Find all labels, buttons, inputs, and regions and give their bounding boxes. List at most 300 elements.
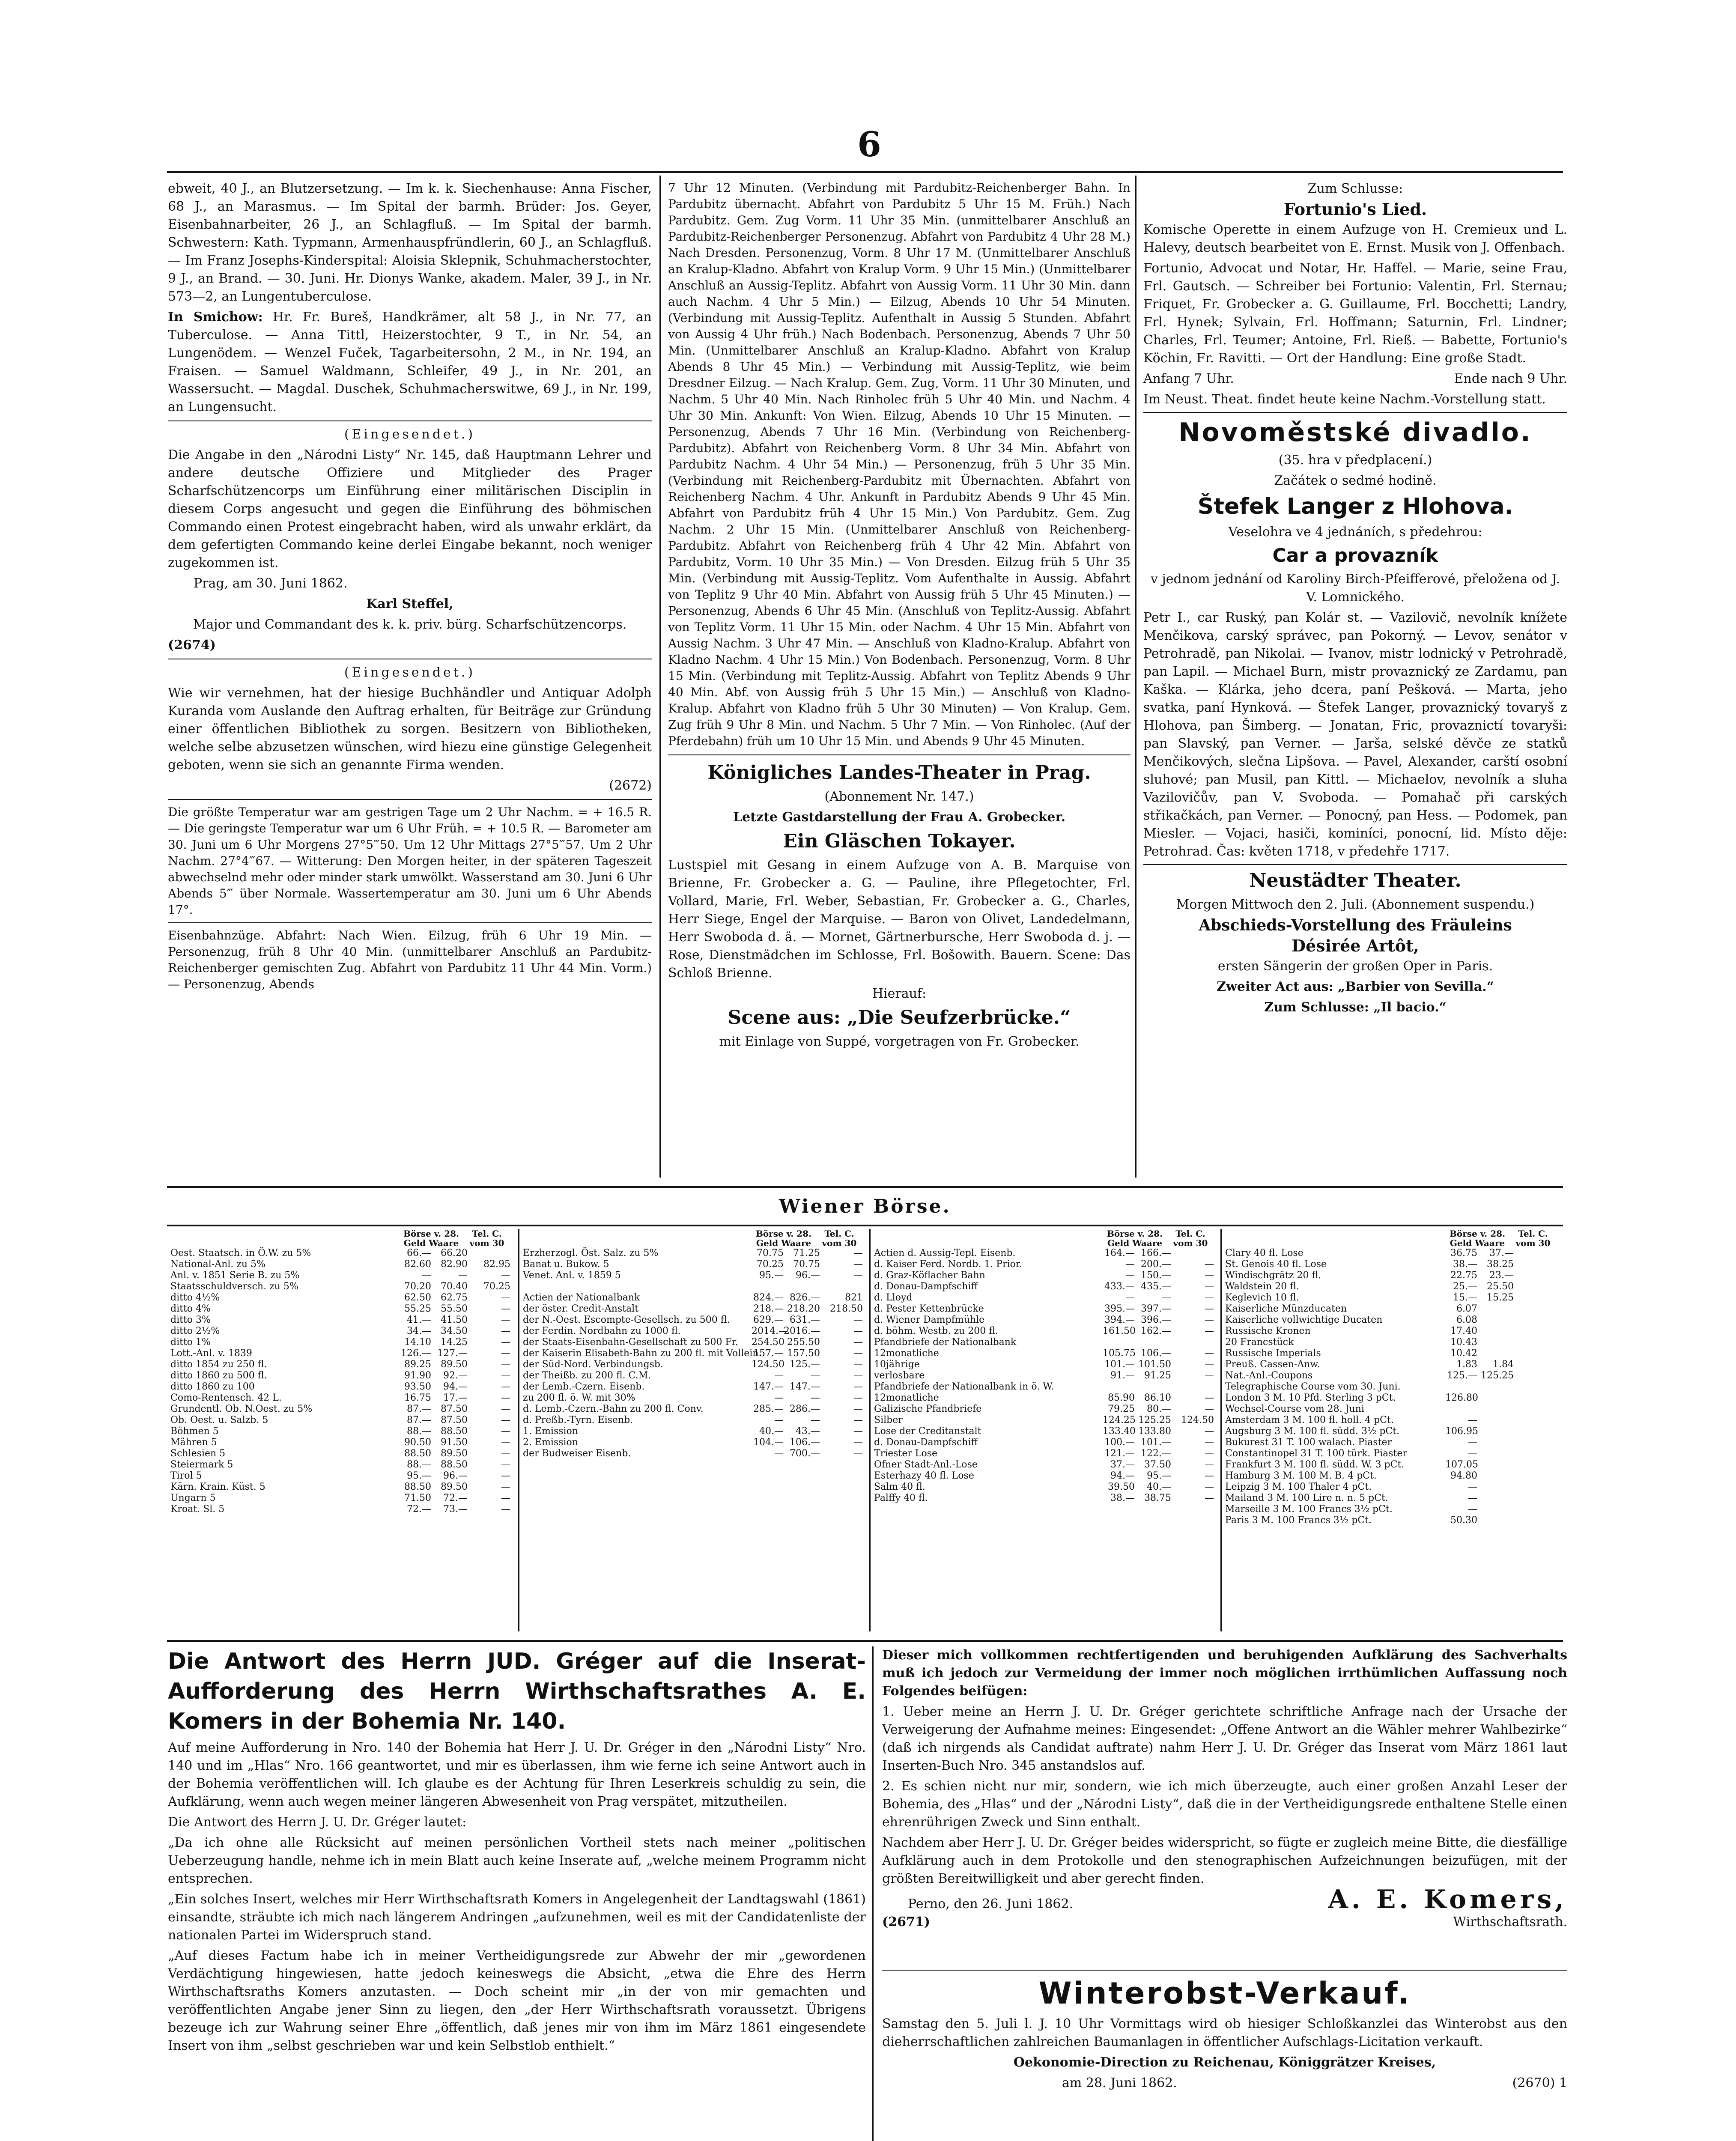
boerse-row-label: der Theißb. zu 200 fl. C.M. — [523, 1370, 651, 1381]
landes-theater-abonnement: (Abonnement Nr. 147.) — [824, 789, 974, 804]
boerse-row-geld: 87.— — [407, 1415, 431, 1425]
boerse-row-label: Augsburg 3 M. 100 fl. südd. 3½ pCt. — [1225, 1426, 1400, 1437]
boerse-row — [523, 1248, 866, 1259]
boerse-row-waare — [1477, 1337, 1514, 1348]
boerse-row-geld: 70.75 — [757, 1248, 784, 1258]
boerse-row-geld: 1.83 — [1456, 1359, 1477, 1370]
column-2 — [668, 180, 1130, 1178]
boerse-row-label: Ofner Stadt-Anl.-Lose — [874, 1459, 978, 1470]
boerse-row-waare — [1477, 1470, 1514, 1482]
boerse-row-label: der N.-Oest. Escompte-Gesellsch. zu 500 fl. — [523, 1315, 730, 1325]
boerse-row-waare: 147.— — [790, 1381, 820, 1392]
boerse-row — [874, 1426, 1217, 1437]
boerse-row-label: d. Lemb.-Czern.-Bahn zu 200 fl. Conv. — [523, 1404, 704, 1414]
header-rule — [167, 171, 1563, 173]
stefek-subtitle: Veselohra ve 4 jednáních, s předehrou: — [1228, 525, 1482, 540]
boerse-row-label: Venet. Anl. v. 1859 5 — [523, 1270, 621, 1281]
boerse-row-waare: — — [811, 1393, 820, 1403]
boerse-row-waare: 37.50 — [1144, 1459, 1171, 1470]
boerse-row — [1225, 1426, 1560, 1437]
boerse-row-label: d. Donau-Dampfschiff — [874, 1437, 978, 1448]
boerse-row-geld: 125.— — [1447, 1370, 1477, 1381]
boerse-row-geld: — — [1468, 1504, 1477, 1515]
boerse-row-waare: 82.90 — [441, 1259, 468, 1270]
boerse-row-geld: 94.80 — [1450, 1470, 1477, 1481]
boerse-row-geld: 105.75 — [1103, 1348, 1136, 1359]
boerse-row-waare: 125.25 — [1481, 1370, 1514, 1381]
boerse-row-tel: — — [501, 1493, 510, 1503]
boerse-row-tel: — — [853, 1370, 863, 1381]
artot-subtitle: ersten Sängerin der großen Oper in Paris. — [1217, 959, 1493, 974]
boerse-row-waare — [784, 1281, 820, 1292]
boerse-row — [170, 1270, 515, 1281]
boerse-row-tel: — — [501, 1470, 510, 1481]
boerse-row-tel — [1514, 1504, 1557, 1515]
boerse-row-tel — [1514, 1415, 1557, 1426]
boerse-row-tel — [1514, 1303, 1557, 1315]
boerse-row-label: Lose der Creditanstalt — [874, 1426, 981, 1437]
boerse-row-waare — [1477, 1493, 1514, 1504]
boerse-row — [170, 1348, 515, 1359]
boerse-row-geld: 161.50 — [1103, 1326, 1136, 1336]
boerse-row-geld: — — [1125, 1270, 1135, 1281]
boerse-row-label: ditto 1860 zu 500 fl. — [170, 1370, 267, 1381]
boerse-row-waare: 87.50 — [441, 1404, 468, 1414]
boerse-row — [523, 1437, 866, 1448]
boerse-row-waare — [1477, 1426, 1514, 1437]
boerse-row-tel: — — [853, 1448, 863, 1459]
boerse-row-label: ditto 3% — [170, 1315, 211, 1325]
boerse-row-tel: — — [501, 1370, 510, 1381]
boerse-row — [874, 1393, 1217, 1404]
boerse-row — [874, 1448, 1217, 1459]
boerse-row — [1225, 1504, 1560, 1515]
boerse-row-tel: — — [501, 1292, 510, 1303]
boerse-row-geld: 89.25 — [404, 1359, 431, 1370]
boerse-row-tel: — — [1205, 1448, 1214, 1459]
boerse-row-waare: 23.— — [1489, 1270, 1514, 1281]
boerse-row-geld: 38.— — [1110, 1493, 1135, 1503]
winterobst-date: am 28. Juni 1862. — [1062, 2075, 1177, 2090]
winterobst-signature: Oekonomie-Direction zu Reichenau, Königgrätzer Kreises, — [1013, 2055, 1436, 2070]
boerse-block — [869, 1229, 1220, 1631]
car-title: Car a provazník — [1272, 545, 1438, 567]
fortunio-end: Ende nach 9 Uhr. — [1454, 371, 1567, 386]
boerse-row — [1225, 1415, 1560, 1426]
boerse-row-waare: 43.— — [796, 1426, 820, 1437]
boerse-row-label: Preuß. Cassen-Anw. — [1225, 1359, 1320, 1370]
boerse-row-geld: 10.42 — [1450, 1348, 1477, 1359]
boerse-row-label: Bukurest 31 T. 100 walach. Piaster — [1225, 1437, 1392, 1448]
boerse-row — [523, 1448, 866, 1459]
boerse-row-label: verlosbare — [874, 1370, 925, 1381]
boerse-header-tel: Tel. C. vom 30 — [822, 1229, 857, 1248]
boerse-row-label: Actien der Nationalbank — [523, 1292, 640, 1303]
novomestske-cast: Petr I., car Ruský, pan Kolár st. — Vazilovič, nevolník knížete Menčikova, carský správec, pan Pokorný. — Levov, senátor v Petrohradě, pan Nikolai. — Ivanov, mistr lodnický v Petrohradě, pan Lapil. — Michael Burn, mistr provaznický ze Zardamu, pan Kaška. — Klárka, jeho dcera, paní Pešková. — Marta, jeho svatka, paní Hynková. — Štefek Langer, provaznický tovaryš z Hlohova, pan Šimberg. — Jonatan, Fric, provaznictí tovaryši: pan Slavský, pan Verner. — Jarša, selské děvče ze statků Menčikových, slečna Lipšova. — Pavel, Alexander, carští osobní sluhové; pan Musil, pan Kittl. — Michaelov, nevolník a sluha Vazilovičův, pan V. Svoboda. — Pomahač při carských střikačkách, pan Verner. — Ponocný, pan Hess. — Podomek, pan Miesler. — Vojaci, hasiči, kominíci, ponocní, lid. Místo děje: Petrohrad. Čas: květen 1718, v předehře 1717. — [1143, 610, 1567, 859]
boerse-row-geld: 88.50 — [404, 1482, 431, 1492]
boerse-row-waare: 125.— — [790, 1359, 820, 1370]
boerse-row-label: National-Anl. zu 5% — [170, 1259, 265, 1270]
boerse-row-waare: 435.— — [1141, 1281, 1171, 1292]
landes-theater-hierauf: Hierauf: — [872, 986, 927, 1001]
boerse-row-tel: 70.25 — [483, 1281, 510, 1292]
boerse-row-label: der öster. Credit-Anstalt — [523, 1303, 639, 1314]
boerse-row-tel — [1514, 1370, 1557, 1381]
boerse-row-label: Pfandbriefe der Nationalbank — [874, 1337, 1017, 1348]
boerse-row-waare: 101.— — [1141, 1437, 1171, 1448]
antwort-signature-title: Wirthschaftsrath. — [1453, 1914, 1567, 1929]
antwort-paragraph-5: „Auf dieses Factum habe ich in meiner Vertheidigungsrede zur Abwehr der mir „gewordenen Verdächtigung hingewiesen, hatte jedoch keineswegs die Absicht, „etwa die Ehre des Herrn Wirthschaftsraths Komers anzutasten. — Doch scheint mir „in der von mir gemachten und veröffentlichten Angabe jener Sinn zu liegen, den „der Herr Wirthschaftsrath voraussetzt. Übrigens bezeuge ich zur Wahrung seiner Ehre „öffentlich, daß jenes mir von ihm im März 1861 eingesendete Insert von ihm „selbst geschrieben war und kein Selbstlob enthielt.“ — [168, 1948, 866, 2053]
boerse-row-waare — [1477, 1326, 1514, 1337]
boerse-row-waare: 62.75 — [441, 1292, 468, 1303]
boerse-row — [1225, 1315, 1560, 1326]
boerse-row-tel: — — [1205, 1404, 1214, 1414]
neustadter-theater-title: Neustädter Theater. — [1249, 870, 1462, 892]
boerse-row-geld: 72.— — [407, 1504, 431, 1515]
boerse-row — [170, 1326, 515, 1337]
antwort-right-point-3: Nachdem aber Herr J. U. Dr. Gréger beides widerspricht, so fügte er zugleich meine Bitte, die diesfällige Aufklärung auch in dem Protokolle und den stenographischen Aufzeichnungen beizufügen, mit der größten Bereitwilligkeit und aber gerecht finden. — [882, 1835, 1567, 1886]
boerse-row-label: Como-Rentensch. 42 L. — [170, 1393, 282, 1403]
boerse-row-tel: — — [1205, 1259, 1214, 1270]
neustadter-theater-date: Morgen Mittwoch den 2. Juli. (Abonnement suspendu.) — [1176, 897, 1535, 912]
boerse-row-label: der Budweiser Eisenb. — [523, 1448, 631, 1459]
boerse-row-label: der Süd-Nord. Verbindungsb. — [523, 1359, 664, 1370]
boerse-row-label: Böhmen 5 — [170, 1426, 219, 1437]
boerse-row-geld: 121.— — [1104, 1448, 1135, 1459]
boerse-row — [874, 1248, 1217, 1259]
landes-theater-scene: Scene aus: „Die Seufzerbrücke.“ — [728, 1007, 1071, 1029]
boerse-row-tel: — — [501, 1359, 510, 1370]
boerse-row-waare: 91.25 — [1144, 1370, 1171, 1381]
boerse-row — [170, 1459, 515, 1470]
artot-name: Désirée Artôt, — [1292, 936, 1419, 955]
boerse-row — [170, 1303, 515, 1315]
boerse-row — [523, 1359, 866, 1370]
boerse-row — [1225, 1448, 1560, 1459]
boerse-row-label: d. Pester Kettenbrücke — [874, 1303, 984, 1314]
boerse-title: Wiener Börse. — [779, 1196, 951, 1217]
boerse-row-tel — [1514, 1259, 1557, 1270]
winterobst-rule — [882, 1970, 1567, 1971]
antwort-divider — [872, 1646, 874, 2141]
zweiter-act: Zweiter Act aus: „Barbier von Sevilla.“ — [1217, 979, 1494, 994]
boerse-row-label: der Lemb.-Czern. Eisenb. — [523, 1381, 645, 1392]
boerse-row-label: Silber — [874, 1415, 903, 1425]
boerse-row-geld: 6.07 — [1456, 1303, 1477, 1314]
boerse-row-label: Schlesien 5 — [170, 1448, 226, 1459]
boerse-row-tel — [820, 1281, 863, 1292]
antwort-paragraph-3: „Da ich ohne alle Rücksicht auf meinen persönlichen Vortheil stets nach meiner „politischen Ueberzeugung handle, nehme ich in mein Blatt auch keine Inserate auf, „welche meinem Programm nicht entsprechen. — [168, 1835, 866, 1886]
boerse-row-label: Mähren 5 — [170, 1437, 217, 1448]
boerse-row-tel: — — [501, 1337, 510, 1348]
antwort-right-point-2: 2. Es schien nicht nur mir, sondern, wie ich mich überzeugte, auch einer großen Anzahl Leser der Bohemia, des „Hlas“ und der „Národni Listy“, daß die in der Vertheidigungsrede enthaltene Stelle einen ehrenrührigen Zweck und Sinn enthalt. — [882, 1779, 1567, 1830]
boerse-row — [1225, 1381, 1560, 1393]
boerse-table — [167, 1229, 1563, 1631]
boerse-header-tel: Tel. C. vom 30 — [1173, 1229, 1208, 1248]
boerse-row-geld: — — [1468, 1415, 1477, 1425]
boerse-row-geld — [752, 1281, 784, 1292]
boerse-row — [523, 1259, 866, 1270]
boerse-row-tel: — — [501, 1404, 510, 1414]
boerse-row — [874, 1459, 1217, 1470]
boerse-row-waare — [1477, 1404, 1514, 1415]
boerse-row-waare: 92.— — [443, 1370, 468, 1381]
boerse-row-geld: 91.— — [1110, 1370, 1135, 1381]
eingesendet-heading-1: (Eingesendet.) — [344, 427, 476, 442]
boerse-row — [523, 1381, 866, 1393]
boerse-row-tel — [1514, 1459, 1557, 1470]
boerse-row-tel: 821 — [845, 1292, 863, 1303]
boerse-row-waare: 89.50 — [441, 1359, 468, 1370]
boerse-row-geld: — — [422, 1270, 431, 1281]
boerse-row-waare — [1135, 1381, 1171, 1393]
boerse-row-geld: 71.50 — [404, 1493, 431, 1503]
boerse-row-waare — [1477, 1482, 1514, 1493]
boerse-row-label: der Kaiserin Elisabeth-Bahn zu 200 fl. mit Vollein. — [523, 1348, 762, 1359]
boerse-row-waare: 41.50 — [441, 1315, 468, 1325]
boerse-row-geld — [1103, 1381, 1135, 1393]
boerse-row — [874, 1493, 1217, 1504]
boerse-row-tel: 124.50 — [1181, 1415, 1214, 1425]
boerse-row-geld: 107.05 — [1445, 1459, 1478, 1470]
boerse-row-label: Palffy 40 fl. — [874, 1493, 928, 1503]
boerse-row-tel: — — [853, 1337, 863, 1348]
boerse-row — [170, 1381, 515, 1393]
boerse-row-tel: — — [853, 1415, 863, 1425]
boerse-row-waare: 200.— — [1141, 1259, 1171, 1270]
boerse-row-waare — [1477, 1448, 1514, 1459]
boerse-row-waare: 37.— — [1489, 1248, 1514, 1258]
boerse-row-geld: 100.— — [1104, 1437, 1135, 1448]
boerse-row-tel: 218.50 — [830, 1303, 863, 1314]
boerse-row-tel — [1514, 1359, 1557, 1370]
boerse-row — [170, 1470, 515, 1482]
boerse-row-waare: 133.80 — [1138, 1426, 1171, 1437]
boerse-row-geld: 95.— — [407, 1470, 431, 1481]
boerse-row-tel: — — [501, 1326, 510, 1336]
boerse-row-tel — [1514, 1393, 1557, 1404]
boerse-row — [170, 1415, 515, 1426]
boerse-row-label: Oest. Staatsch. in Ö.W. zu 5% — [170, 1248, 311, 1258]
boerse-row-waare: 89.50 — [441, 1448, 468, 1459]
boerse-row-geld: — — [1125, 1292, 1135, 1303]
boerse-row-geld: 824.— — [753, 1292, 784, 1303]
antwort-paragraph-2: Die Antwort des Herrn J. U. Dr. Gréger lautet: — [168, 1815, 467, 1830]
boerse-row — [523, 1426, 866, 1437]
abschied-vorstellung: Abschieds-Vorstellung des Fräuleins — [1199, 916, 1512, 934]
boerse-row-tel: — — [1205, 1437, 1214, 1448]
boerse-row-geld: 93.50 — [404, 1381, 431, 1392]
boerse-row-tel: — — [1205, 1359, 1214, 1370]
boerse-row-tel — [1514, 1515, 1557, 1526]
boerse-row-geld: 394.— — [1104, 1315, 1135, 1325]
boerse-row-geld: 17.40 — [1450, 1326, 1477, 1336]
boerse-row-waare: 286.— — [790, 1404, 820, 1414]
boerse-row — [523, 1370, 866, 1381]
smichow-notices: Hr. Fr. Bureš, Handkrämer, alt 58 J., in Nr. 77, an Tuberculose. — Anna Tittl, Heizerstochter, 9 T., in Nr. 54, an Lungenödem. — Wenzel Fuček, Tagarbeitersohn, 2 M., in Nr. 194, an Fraisen. — Samuel Waldmann, Schleifer, 49 J., in Nr. 201, an Wassersucht. — Magdal. Duschek, Schuhmacherswitwe, 69 J., in Nr. 199, an Lungensucht. — [168, 310, 652, 414]
boerse-row-geld: 88.50 — [404, 1448, 431, 1459]
boerse-row — [1225, 1292, 1560, 1303]
boerse-row — [523, 1292, 866, 1303]
boerse-row-waare: 2016.— — [784, 1326, 820, 1336]
boerse-row-geld: 36.75 — [1450, 1248, 1477, 1258]
boerse-block — [518, 1229, 869, 1631]
boerse-row — [874, 1292, 1217, 1303]
boerse-row-label: d. böhm. Westb. zu 200 fl. — [874, 1326, 998, 1336]
boerse-row-tel — [1514, 1493, 1557, 1504]
boerse-row — [170, 1393, 515, 1404]
boerse-row-waare: 94.— — [443, 1381, 468, 1392]
boerse-row-geld: — — [1468, 1437, 1477, 1448]
boerse-row — [1225, 1348, 1560, 1359]
boerse-row-waare: 15.25 — [1487, 1292, 1514, 1303]
boerse-row-tel — [1514, 1315, 1557, 1326]
boerse-row — [1225, 1393, 1560, 1404]
boerse-row — [523, 1404, 866, 1415]
boerse-title-rule — [167, 1225, 1563, 1226]
boerse-row-geld: 10.43 — [1450, 1337, 1477, 1348]
boerse-row-tel: — — [501, 1459, 510, 1470]
boerse-row-geld: 164.— — [1104, 1248, 1135, 1258]
boerse-row-geld: 395.— — [1104, 1303, 1135, 1314]
boerse-row-tel: — — [853, 1259, 863, 1270]
boerse-row-waare: 73.— — [443, 1504, 468, 1515]
boerse-row — [1225, 1493, 1560, 1504]
antwort-right-point-1: 1. Ueber meine an Herrn J. U. Dr. Gréger gerichtete schriftliche Anfrage nach der Ursache der Verweigerung der Aufnahme meines: Eingesendet: „Offene Antwort an die Wähler mehrer Wahlbezirke“ (daß ich nirgends als Candidat auftrate) nahm Herr J. U. Dr. Gréger das Inserat vom März 1861 laut Inserten-Buch Nro. 345 anstandslos auf. — [882, 1704, 1567, 1773]
antwort-signature: A. E. Komers, — [1328, 1885, 1567, 1914]
boerse-row — [874, 1315, 1217, 1326]
boerse-row — [170, 1504, 515, 1515]
boerse-row-label: Banat u. Bukow. 5 — [523, 1259, 609, 1270]
boerse-row-label: Ob. Oest. u. Salzb. 5 — [170, 1415, 268, 1425]
boerse-row-geld — [1103, 1337, 1135, 1348]
boerse-row-label: ditto 2½% — [170, 1326, 220, 1336]
boerse-row-label: Salm 40 fl. — [874, 1482, 925, 1492]
boerse-row-tel: — — [1205, 1393, 1214, 1403]
boerse-row-geld: 14.10 — [404, 1337, 431, 1348]
boerse-row-label: ditto 4½% — [170, 1292, 220, 1303]
boerse-row-waare — [1477, 1504, 1514, 1515]
boerse-row-tel: — — [853, 1426, 863, 1437]
boerse-row — [874, 1437, 1217, 1448]
boerse-row-geld: — — [774, 1448, 784, 1459]
boerse-row-waare — [1477, 1459, 1514, 1470]
boerse-row-geld: 16.75 — [404, 1393, 431, 1403]
notice-number-2670: (2670) 1 — [1512, 2075, 1567, 2090]
boerse-row-waare: 72.— — [443, 1493, 468, 1503]
boerse-row — [523, 1393, 866, 1404]
boerse-row-waare — [1477, 1393, 1514, 1404]
column-divider-2 — [1135, 176, 1136, 1178]
boerse-row-geld: 85.90 — [1108, 1393, 1135, 1403]
boerse-header-geld-waare: Börse v. 28. Geld Waare — [755, 1229, 812, 1248]
boerse-row-tel — [468, 1248, 510, 1259]
boerse-row-label: Waldstein 20 fl. — [1225, 1281, 1299, 1292]
boerse-row — [523, 1326, 866, 1337]
boerse-row-label: 2. Emission — [523, 1437, 578, 1448]
boerse-row-label: London 3 M. 10 Pfd. Sterling 3 pCt. — [1225, 1393, 1396, 1403]
boerse-row-label: Grundentl. Ob. N.Oest. zu 5% — [170, 1404, 313, 1414]
boerse-row-label: d. Graz-Köflacher Bahn — [874, 1270, 985, 1281]
boerse-row-geld: 50.30 — [1450, 1515, 1477, 1526]
boerse-row-waare — [1477, 1315, 1514, 1326]
boerse-row — [523, 1315, 866, 1326]
boerse-row — [170, 1482, 515, 1493]
boerse-block-header — [523, 1229, 866, 1248]
boerse-row-waare: 101.50 — [1138, 1359, 1171, 1370]
boerse-row-waare: — — [458, 1270, 468, 1281]
eingesendet-signature-1: Karl Steffel, — [366, 596, 453, 611]
boerse-row-label: Hamburg 3 M. 100 M. B. 4 pCt. — [1225, 1470, 1377, 1481]
boerse-row-label: Kaiserliche vollwichtige Ducaten — [1225, 1315, 1383, 1325]
boerse-row — [523, 1337, 866, 1348]
boerse-row-tel: — — [1205, 1426, 1214, 1437]
boerse-row-tel: — — [1205, 1270, 1214, 1281]
boerse-row — [170, 1437, 515, 1448]
boerse-row-label: 10jährige — [874, 1359, 920, 1370]
boerse-row-tel: — — [853, 1359, 863, 1370]
boerse-row — [1225, 1281, 1560, 1292]
boerse-row-tel — [1514, 1470, 1557, 1482]
boerse-row-tel: — — [501, 1426, 510, 1437]
boerse-row — [170, 1493, 515, 1504]
boerse-row-label: 20 Francstück — [1225, 1337, 1294, 1348]
boerse-row-label: Wechsel-Course vom 28. Juni — [1225, 1404, 1364, 1414]
boerse-row-label: Mailand 3 M. 100 Lire n. n. 5 pCt. — [1225, 1493, 1388, 1503]
boerse-row — [874, 1326, 1217, 1337]
boerse-row-label: Kärn. Krain. Küst. 5 — [170, 1482, 265, 1492]
boerse-row-geld: — — [1468, 1448, 1477, 1459]
boerse-row — [170, 1448, 515, 1459]
boerse-row-label: ditto 1854 zu 250 fl. — [170, 1359, 267, 1370]
boerse-row — [1225, 1248, 1560, 1259]
boerse-row — [170, 1337, 515, 1348]
boerse-row-waare: 38.75 — [1144, 1493, 1171, 1503]
antwort-paragraph-4: „Ein solches Insert, welches mir Herr Wirthschaftsrath Komers in Angelegenheit der Landtagswahl (1861) einsandte, sträubte ich mich nach längerem Andringen „aufzunehmen, weil es mit der Candidatenliste der nationalen Partei im Widerspruch stand. — [168, 1892, 866, 1943]
boerse-row-tel — [1514, 1326, 1557, 1337]
boerse-row-waare: 122.— — [1141, 1448, 1171, 1459]
boerse-row — [170, 1315, 515, 1326]
boerse-row-label: ditto 1% — [170, 1337, 211, 1348]
boerse-row-geld: 62.50 — [404, 1292, 431, 1303]
boerse-block-header — [170, 1229, 515, 1248]
boerse-row-waare: 1.84 — [1493, 1359, 1514, 1370]
boerse-row-waare: 631.— — [790, 1315, 820, 1325]
boerse-row-waare: 80.— — [1147, 1404, 1171, 1414]
boerse-row-label: Keglevich 10 fl. — [1225, 1292, 1299, 1303]
boerse-row-geld: 285.— — [753, 1404, 784, 1414]
boerse-block — [167, 1229, 518, 1631]
boerse-row-tel: — — [853, 1248, 863, 1258]
car-description: v jednom jednání od Karoliny Birch-Pfeifferové, přeložena od J. V. Lomnického. — [1151, 572, 1560, 605]
eingesendet-date-1: Prag, am 30. Juni 1862. — [194, 576, 348, 591]
boerse-row-waare: 89.50 — [441, 1482, 468, 1492]
boerse-row-waare: 25.50 — [1487, 1281, 1514, 1292]
boerse-row-geld: 88.— — [407, 1426, 431, 1437]
boerse-row-tel — [1514, 1404, 1557, 1415]
boerse-row-waare: 87.50 — [441, 1415, 468, 1425]
boerse-row — [874, 1303, 1217, 1315]
boerse-row-tel — [1514, 1337, 1557, 1348]
boerse-row-tel: — — [501, 1393, 510, 1403]
boerse-row-geld: 106.95 — [1445, 1426, 1478, 1437]
boerse-row-waare: — — [1162, 1292, 1171, 1303]
boerse-row — [170, 1281, 515, 1292]
boerse-row-geld: 95.— — [759, 1270, 784, 1281]
boerse-row-tel: — — [1205, 1326, 1214, 1336]
boerse-row-waare: 70.40 — [441, 1281, 468, 1292]
boerse-row-tel: — — [501, 1270, 510, 1281]
